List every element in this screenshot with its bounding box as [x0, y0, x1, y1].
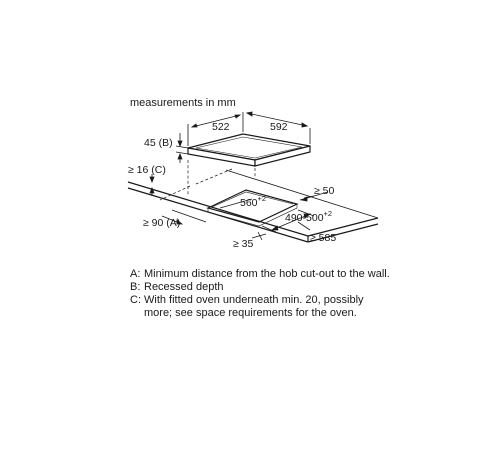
dim-490-500-tolerance: +2 — [323, 209, 333, 218]
legend-text: Minimum distance from the hob cut-out to the wall. — [144, 268, 390, 280]
legend-text: Recessed depth — [144, 281, 224, 293]
legend — [130, 268, 390, 320]
legend-key: B: — [130, 281, 141, 293]
dim-16 — [150, 174, 154, 196]
dim-560-tolerance: +2 — [257, 194, 267, 203]
legend-item-c — [130, 294, 390, 320]
dim-585-label: ≥ 585 — [310, 232, 337, 244]
legend-text: With fitted oven underneath min. 20, possibly more; see space requirements for the oven. — [144, 294, 364, 319]
legend-key: C: — [130, 294, 141, 306]
dim-522-label: 522 — [212, 121, 230, 133]
dim-592-label: 592 — [270, 121, 288, 133]
legend-item-b — [130, 281, 390, 294]
hob-drawing — [188, 134, 310, 166]
dim-35 — [252, 232, 266, 240]
dim-560-label — [240, 194, 266, 209]
dim-90-label: ≥ 90 (A) — [143, 217, 181, 229]
dim-35-label: ≥ 35 — [233, 238, 254, 250]
dim-490-500-label — [285, 209, 332, 224]
legend-key: A: — [130, 268, 141, 280]
legend-item-a — [130, 268, 390, 281]
dim-560-value: 560 — [240, 197, 258, 209]
dim-45-label: 45 (B) — [144, 137, 173, 149]
dim-490-500-value: 490-500 — [285, 212, 324, 224]
diagram-title: measurements in mm — [130, 97, 236, 109]
dim-16-label: ≥ 16 (C) — [128, 164, 166, 176]
dim-45-recess — [176, 133, 188, 163]
dim-50-label: ≥ 50 — [314, 185, 335, 197]
